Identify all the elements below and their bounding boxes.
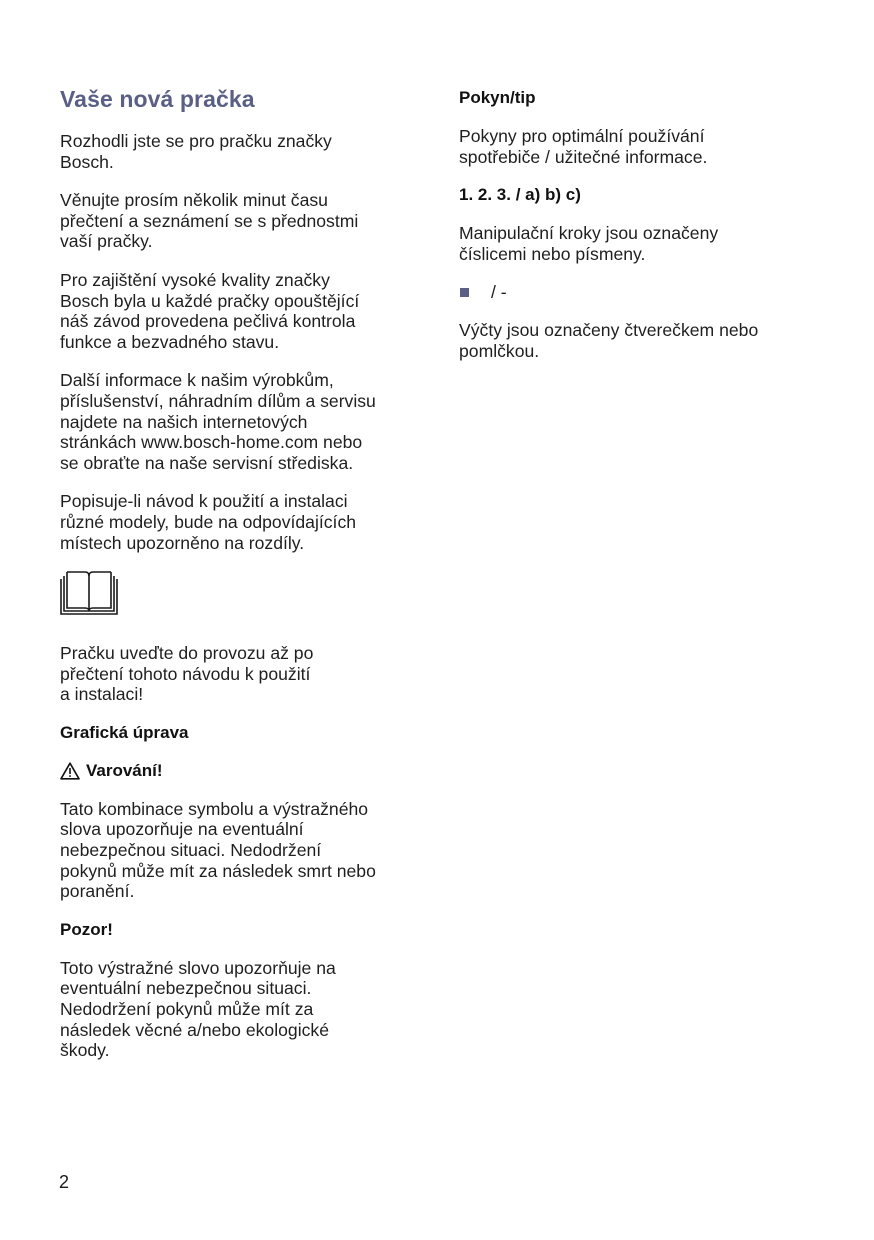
text-line: eventuální nebezpečnou situaci. [60,978,312,999]
text-line: Tato kombinace symbolu a výstražného [60,798,369,819]
open-book-icon [60,571,118,615]
bullet-example-row [459,282,829,302]
text-line: a instalaci! [60,684,144,705]
warning-heading-row [60,761,422,781]
page-number: 2 [59,1172,70,1192]
steps-heading: 1. 2. 3. / a) b) c) [459,185,581,205]
page-title: Vaše nová pračka [60,86,255,112]
text-line: vaší pračky. [60,231,153,252]
text-line: poranění. [60,881,135,902]
text-line: Nedodržení pokynů může mít za [60,999,314,1020]
text-line: Bosch. [60,151,114,172]
more-info-paragraph [60,370,422,473]
warning-paragraph [60,799,422,902]
text-line: přečtení tohoto návodu k použití [60,663,311,684]
text-line: Rozhodli jste se pro pračku značky [60,131,332,151]
intro-paragraph [60,131,422,172]
warning-triangle-icon [60,762,80,780]
warning-heading: Varování! [86,760,163,780]
tip-paragraph [459,126,829,167]
text-line: Pro zajištění vysoké kvality značky [60,269,330,290]
text-line: Další informace k našim výrobkům, [60,370,334,391]
read-paragraph [60,190,422,252]
text-line: Manipulační kroky jsou označeny [459,223,719,244]
text-line: funkce a bezvadného stavu. [60,331,280,352]
text-line: místech upozorněno na rozdíly. [60,532,305,553]
steps-paragraph [459,223,829,264]
start-paragraph [60,643,422,705]
text-line: Výčty jsou označeny čtverečkem nebo [459,320,759,341]
text-line: Toto výstražné slovo upozorňuje na [60,957,336,978]
tip-heading: Pokyn/tip [459,88,536,107]
text-line: různé modely, bude na odpovídajících [60,511,357,532]
text-line: stránkách www.bosch-home.com nebo [60,432,363,453]
bullet-square-icon [460,288,469,297]
text-line: náš závod provedena pečlivá kontrola [60,311,356,332]
caution-heading: Pozor! [60,919,113,939]
bullet-example-text: / - [491,282,507,303]
models-paragraph [60,491,422,553]
text-line: Pračku uveďte do provozu až po [60,643,314,664]
text-line: spotřebiče / užitečné informace. [459,146,708,167]
text-line: přečtení a seznámení se s přednostmi [60,210,359,231]
text-line: škody. [60,1040,110,1061]
text-line: nebezpečnou situaci. Nedodržení [60,840,322,861]
text-line: pomlčkou. [459,340,540,361]
text-line: Pokyny pro optimální používání [459,126,705,146]
text-line: najdete na našich internetových [60,411,308,432]
text-line: Věnujte prosím několik minut času [60,190,328,211]
text-line: pokynů může mít za následek smrt nebo [60,860,376,881]
text-line: číslicemi nebo písmeny. [459,243,646,264]
quality-paragraph [60,270,422,352]
left-column [60,86,422,1079]
list-paragraph [459,320,829,361]
text-line: se obraťte na naše servisní střediska. [60,452,354,473]
graphic-heading: Grafická úprava [60,722,189,742]
text-line: slova upozorňuje na eventuální [60,819,304,840]
caution-paragraph [60,958,422,1061]
text-line: následek věcné a/nebo ekologické [60,1019,329,1040]
text-line: Popisuje-li návod k použití a instalaci [60,491,348,512]
right-column [459,88,829,380]
text-line: Bosch byla u každé pračky opouštějící [60,290,360,311]
text-line: příslušenství, náhradním dílům a servisu [60,390,376,411]
